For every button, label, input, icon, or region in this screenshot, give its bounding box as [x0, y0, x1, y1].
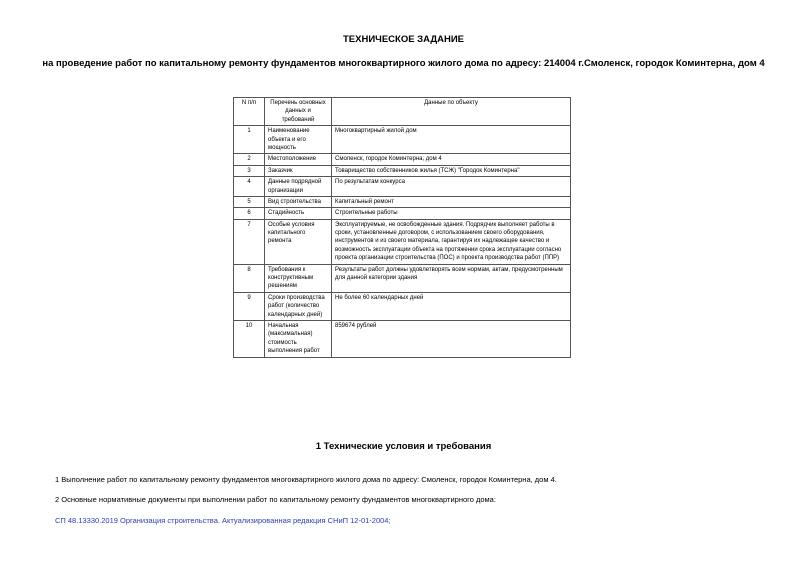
row-value: Не более 60 календарных дней: [332, 292, 571, 320]
row-number: 10: [234, 320, 265, 357]
row-number: 6: [234, 208, 265, 219]
row-value: Эксплуатируемые, не освобожденные здания. Подрядчик выполняет работы в сроки, установленные договором, с использованием своего оборудования, инструментов и из своего материала, гарантируя их надлежащее качество и возможность эксплуатации объекта на протяжении срока эксплуатации согласно проекта организации строительства (ПОС) и проекта производства работ (ППР): [332, 219, 571, 264]
header-number: N п/п: [234, 98, 265, 126]
table-row: [234, 126, 571, 154]
table-row: [234, 177, 571, 197]
row-number: 3: [234, 165, 265, 176]
paragraph-2: 2 Основные нормативные документы при выполнении работ по капитальному ремонту фундаментов многоквартирного дома:: [55, 495, 496, 504]
row-number: 5: [234, 196, 265, 207]
row-value: Капитальный ремонт: [332, 196, 571, 207]
row-value: Многоквартирный жилой дом: [332, 126, 571, 154]
document-subtitle: на проведение работ по капитальному ремонту фундаментов многоквартирного жилого дома по адресу: 214004 г.Смоленск, городок Коминтерна, дом 4: [42, 58, 765, 69]
row-value: 859674 рублей: [332, 320, 571, 357]
row-value: Товарищество собственников жилья (ТСЖ) "Городок Коминтерна": [332, 165, 571, 176]
header-requirements: Перечень основных данных и требований: [265, 98, 332, 126]
row-name: Местоположение: [265, 154, 332, 165]
row-name: Особые условия капитального ремонта: [265, 219, 332, 264]
table-row: [234, 292, 571, 320]
normative-doc-link[interactable]: СП 48.13330.2019 Организация строительства. Актуализированная редакция СНиП 12-01-2004;: [55, 516, 391, 525]
table-row: [234, 165, 571, 176]
row-number: 2: [234, 154, 265, 165]
table-header-row: [234, 98, 571, 126]
row-name: Стадийность: [265, 208, 332, 219]
row-name: Данные подрядной организации: [265, 177, 332, 197]
table-row: [234, 208, 571, 219]
row-number: 1: [234, 126, 265, 154]
row-value: По результатам конкурса: [332, 177, 571, 197]
row-number: 4: [234, 177, 265, 197]
table-row: [234, 154, 571, 165]
table-row: [234, 196, 571, 207]
row-number: 9: [234, 292, 265, 320]
row-name: Сроки производства работ (количество календарных дней): [265, 292, 332, 320]
row-number: 8: [234, 264, 265, 292]
row-name: Требования к конструктивным решениям: [265, 264, 332, 292]
row-name: Начальная (максимальная) стоимость выполнения работ: [265, 320, 332, 357]
header-object-data: Данные по объекту: [332, 98, 571, 126]
table-row: [234, 219, 571, 264]
row-name: Вид строительства: [265, 196, 332, 207]
row-value: Результаты работ должны удовлетворять всем нормам, актам, предусмотренным для данной категории здания: [332, 264, 571, 292]
row-value: Смоленск, городок Коминтерна, дом 4: [332, 154, 571, 165]
table-row: [234, 264, 571, 292]
paragraph-1: 1 Выполнение работ по капитальному ремонту фундаментов многоквартирного жилого дома по адресу: Смоленск, городок Коминтерна, дом 4.: [55, 475, 557, 484]
table-row: [234, 320, 571, 357]
row-name: Наименование объекта и его мощность: [265, 126, 332, 154]
document-title: ТЕХНИЧЕСКОЕ ЗАДАНИЕ: [342, 34, 465, 45]
requirements-table: [233, 97, 571, 358]
row-value: Строительные работы: [332, 208, 571, 219]
row-number: 7: [234, 219, 265, 264]
row-name: Заказчик: [265, 165, 332, 176]
section-heading: 1 Технические условия и требования: [315, 441, 492, 452]
